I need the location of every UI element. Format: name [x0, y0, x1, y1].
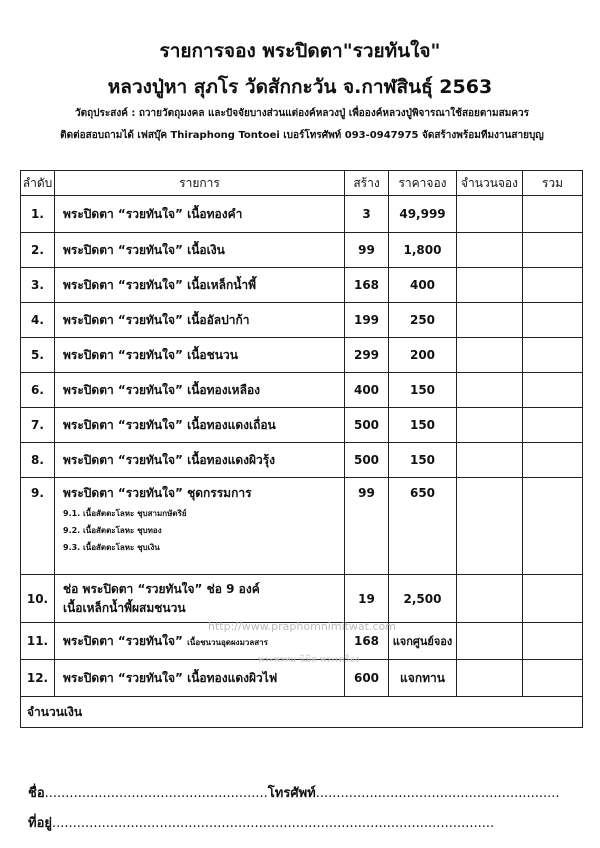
subitem: 9.3. เนื้อสัตตะโลหะ ชุบเงิน: [63, 543, 160, 552]
row-item: พระปิดตา “รวยทันใจ” เนื้อทองแดงเถื่อน: [55, 408, 345, 443]
row-item: ช่อ พระปิดตา “รวยทันใจ” ช่อ 9 องค์: [63, 581, 260, 596]
row-price: 400: [389, 268, 457, 303]
column-header-total: รวม: [523, 171, 583, 196]
row-total-cell[interactable]: [523, 303, 583, 338]
table-header-row: [21, 171, 583, 196]
row-no: 3.: [21, 268, 55, 303]
row-reserve-count-cell[interactable]: [457, 660, 523, 697]
row-reserve-count-cell[interactable]: [457, 443, 523, 478]
row-total-cell[interactable]: [523, 575, 583, 623]
row-reserve-count-cell[interactable]: [457, 303, 523, 338]
row-price: 150: [389, 443, 457, 478]
row-price: 650: [389, 478, 457, 575]
row-reserve-count-cell[interactable]: [457, 233, 523, 268]
row-item: พระปิดตา “รวยทันใจ” เนื้อทองแดงผิวไฟ: [55, 660, 345, 697]
table-row: [21, 233, 583, 268]
row-item: พระปิดตา “รวยทันใจ” เนื้อเงิน: [55, 233, 345, 268]
row-qty: 99: [345, 233, 389, 268]
row-item: พระปิดตา “รวยทันใจ” เนื้อทองคำ: [55, 196, 345, 233]
row-price: 2,500: [389, 575, 457, 623]
row-qty: 3: [345, 196, 389, 233]
column-header-no: ลำดับ: [21, 171, 55, 196]
row-qty: 400: [345, 373, 389, 408]
row-price: 250: [389, 303, 457, 338]
row-total-cell[interactable]: [523, 623, 583, 660]
row-no: 9.: [21, 478, 55, 575]
row-qty: 500: [345, 443, 389, 478]
row-item: พระปิดตา “รวยทันใจ” ชุดกรรมการ: [63, 486, 252, 500]
row-item: พระปิดตา “รวยทันใจ”: [63, 633, 183, 648]
row-item-cell: [55, 575, 345, 623]
row-price: 150: [389, 408, 457, 443]
table-row: [21, 408, 583, 443]
row-reserve-count-cell[interactable]: [457, 373, 523, 408]
total-label: จำนวนเงิน: [27, 704, 83, 719]
table-row: [21, 268, 583, 303]
row-reserve-count-cell[interactable]: [457, 268, 523, 303]
row-reserve-count-cell[interactable]: [457, 338, 523, 373]
row-qty: 168: [345, 268, 389, 303]
row-total-cell[interactable]: [523, 233, 583, 268]
row-total-cell[interactable]: [523, 443, 583, 478]
row-total-cell[interactable]: [523, 478, 583, 575]
table-row: [21, 373, 583, 408]
row-qty: 19: [345, 575, 389, 623]
table-row: [21, 478, 583, 575]
column-header-reserve-count: จำนวนจอง: [457, 171, 523, 196]
page-title: รายการจอง พระปิดตา"รวยทันใจ": [159, 40, 441, 62]
page-subtitle: หลวงปู่หา สุภโร วัดสักกะวัน จ.กาฬสินธุ์ 2563: [107, 76, 493, 98]
table-row: [21, 303, 583, 338]
row-qty: 199: [345, 303, 389, 338]
row-qty: 168: [345, 623, 389, 660]
row-qty: 500: [345, 408, 389, 443]
row-item: พระปิดตา “รวยทันใจ” เนื้ออัลปาก้า: [55, 303, 345, 338]
row-price: 150: [389, 373, 457, 408]
row-qty: 99: [345, 478, 389, 575]
row-reserve-count-cell[interactable]: [457, 196, 523, 233]
column-header-price: ราคาจอง: [389, 171, 457, 196]
subitem: 9.1. เนื้อสัตตะโลหะ ชุบสามกษัตริย์: [63, 509, 187, 518]
address-label: ที่อยู่: [28, 816, 52, 831]
name-phone-line: [28, 782, 560, 803]
row-no: 8.: [21, 443, 55, 478]
column-header-item: รายการ: [55, 171, 345, 196]
row-no: 7.: [21, 408, 55, 443]
table-row: [21, 575, 583, 623]
table-row: [21, 196, 583, 233]
row-price: แจกทาน: [389, 660, 457, 697]
row-no: 1.: [21, 196, 55, 233]
row-no: 10.: [21, 575, 55, 623]
row-reserve-count-cell[interactable]: [457, 575, 523, 623]
row-no: 11.: [21, 623, 55, 660]
row-no: 6.: [21, 373, 55, 408]
reservation-table: [20, 170, 583, 728]
row-total-cell[interactable]: [523, 268, 583, 303]
row-item: พระปิดตา “รวยทันใจ” เนื้อทองแดงผิวรุ้ง: [55, 443, 345, 478]
row-item: พระปิดตา “รวยทันใจ” เนื้อทองเหลือง: [55, 373, 345, 408]
row-qty: 299: [345, 338, 389, 373]
row-no: 5.: [21, 338, 55, 373]
row-item: พระปิดตา “รวยทันใจ” เนื้อเหล็กน้ำพี้: [55, 268, 345, 303]
row-item-small: เนื้อชนวนอุดผงมวลสาร: [187, 637, 268, 647]
phone-field[interactable]: ...........................................................: [315, 786, 560, 801]
total-row: [21, 697, 583, 728]
column-header-qty: สร้าง: [345, 171, 389, 196]
row-total-cell[interactable]: [523, 196, 583, 233]
contact-text: ติดต่อสอบถามได้ เฟสบุ๊ค Thiraphong Tontoei เบอร์โทรศัพท์ 093-0947975 จัดสร้างพร้อมทีมงานสายบุญ: [60, 130, 544, 141]
row-price: 1,800: [389, 233, 457, 268]
row-item-cell: [55, 478, 345, 575]
table-row: [21, 338, 583, 373]
row-total-cell[interactable]: [523, 408, 583, 443]
row-no: 2.: [21, 233, 55, 268]
row-item-line2: เนื้อเหล็กน้ำพี้ผสมชนวน: [63, 600, 186, 615]
row-total-cell[interactable]: [523, 373, 583, 408]
table-row: [21, 443, 583, 478]
row-price: 200: [389, 338, 457, 373]
row-no: 12.: [21, 660, 55, 697]
phone-label: โทรศัพท์: [267, 786, 316, 801]
row-reserve-count-cell[interactable]: [457, 478, 523, 575]
row-reserve-count-cell[interactable]: [457, 623, 523, 660]
name-label: ชื่อ: [28, 786, 45, 801]
address-line: [28, 812, 494, 833]
row-no: 4.: [21, 303, 55, 338]
row-total-cell[interactable]: [523, 338, 583, 373]
watermark-text: พระพรหม นิมิต พระเครื่อง: [258, 655, 360, 665]
address-field[interactable]: ...........................................................................................................: [52, 816, 495, 831]
subitem: 9.2. เนื้อสัตตะโลหะ ชุบทอง: [63, 526, 162, 535]
row-reserve-count-cell[interactable]: [457, 408, 523, 443]
row-total-cell[interactable]: [523, 660, 583, 697]
purpose-text: วัตถุประสงค์ : ถวายวัตถุมงคล และปัจจัยบางส่วนแต่องค์หลวงปู่ เพื่อองค์หลวงปู่พิจารณาใช้สอยตามสมควร: [74, 108, 529, 119]
total-cell[interactable]: [21, 697, 583, 728]
row-price: 49,999: [389, 196, 457, 233]
row-price: แจกศูนย์จอง: [389, 623, 457, 660]
watermark-url: http://www.praphomnimitwat.com: [208, 620, 396, 633]
row-qty: 600: [345, 660, 389, 697]
row-item: พระปิดตา “รวยทันใจ” เนื้อชนวน: [55, 338, 345, 373]
name-field[interactable]: ......................................................: [44, 786, 268, 801]
